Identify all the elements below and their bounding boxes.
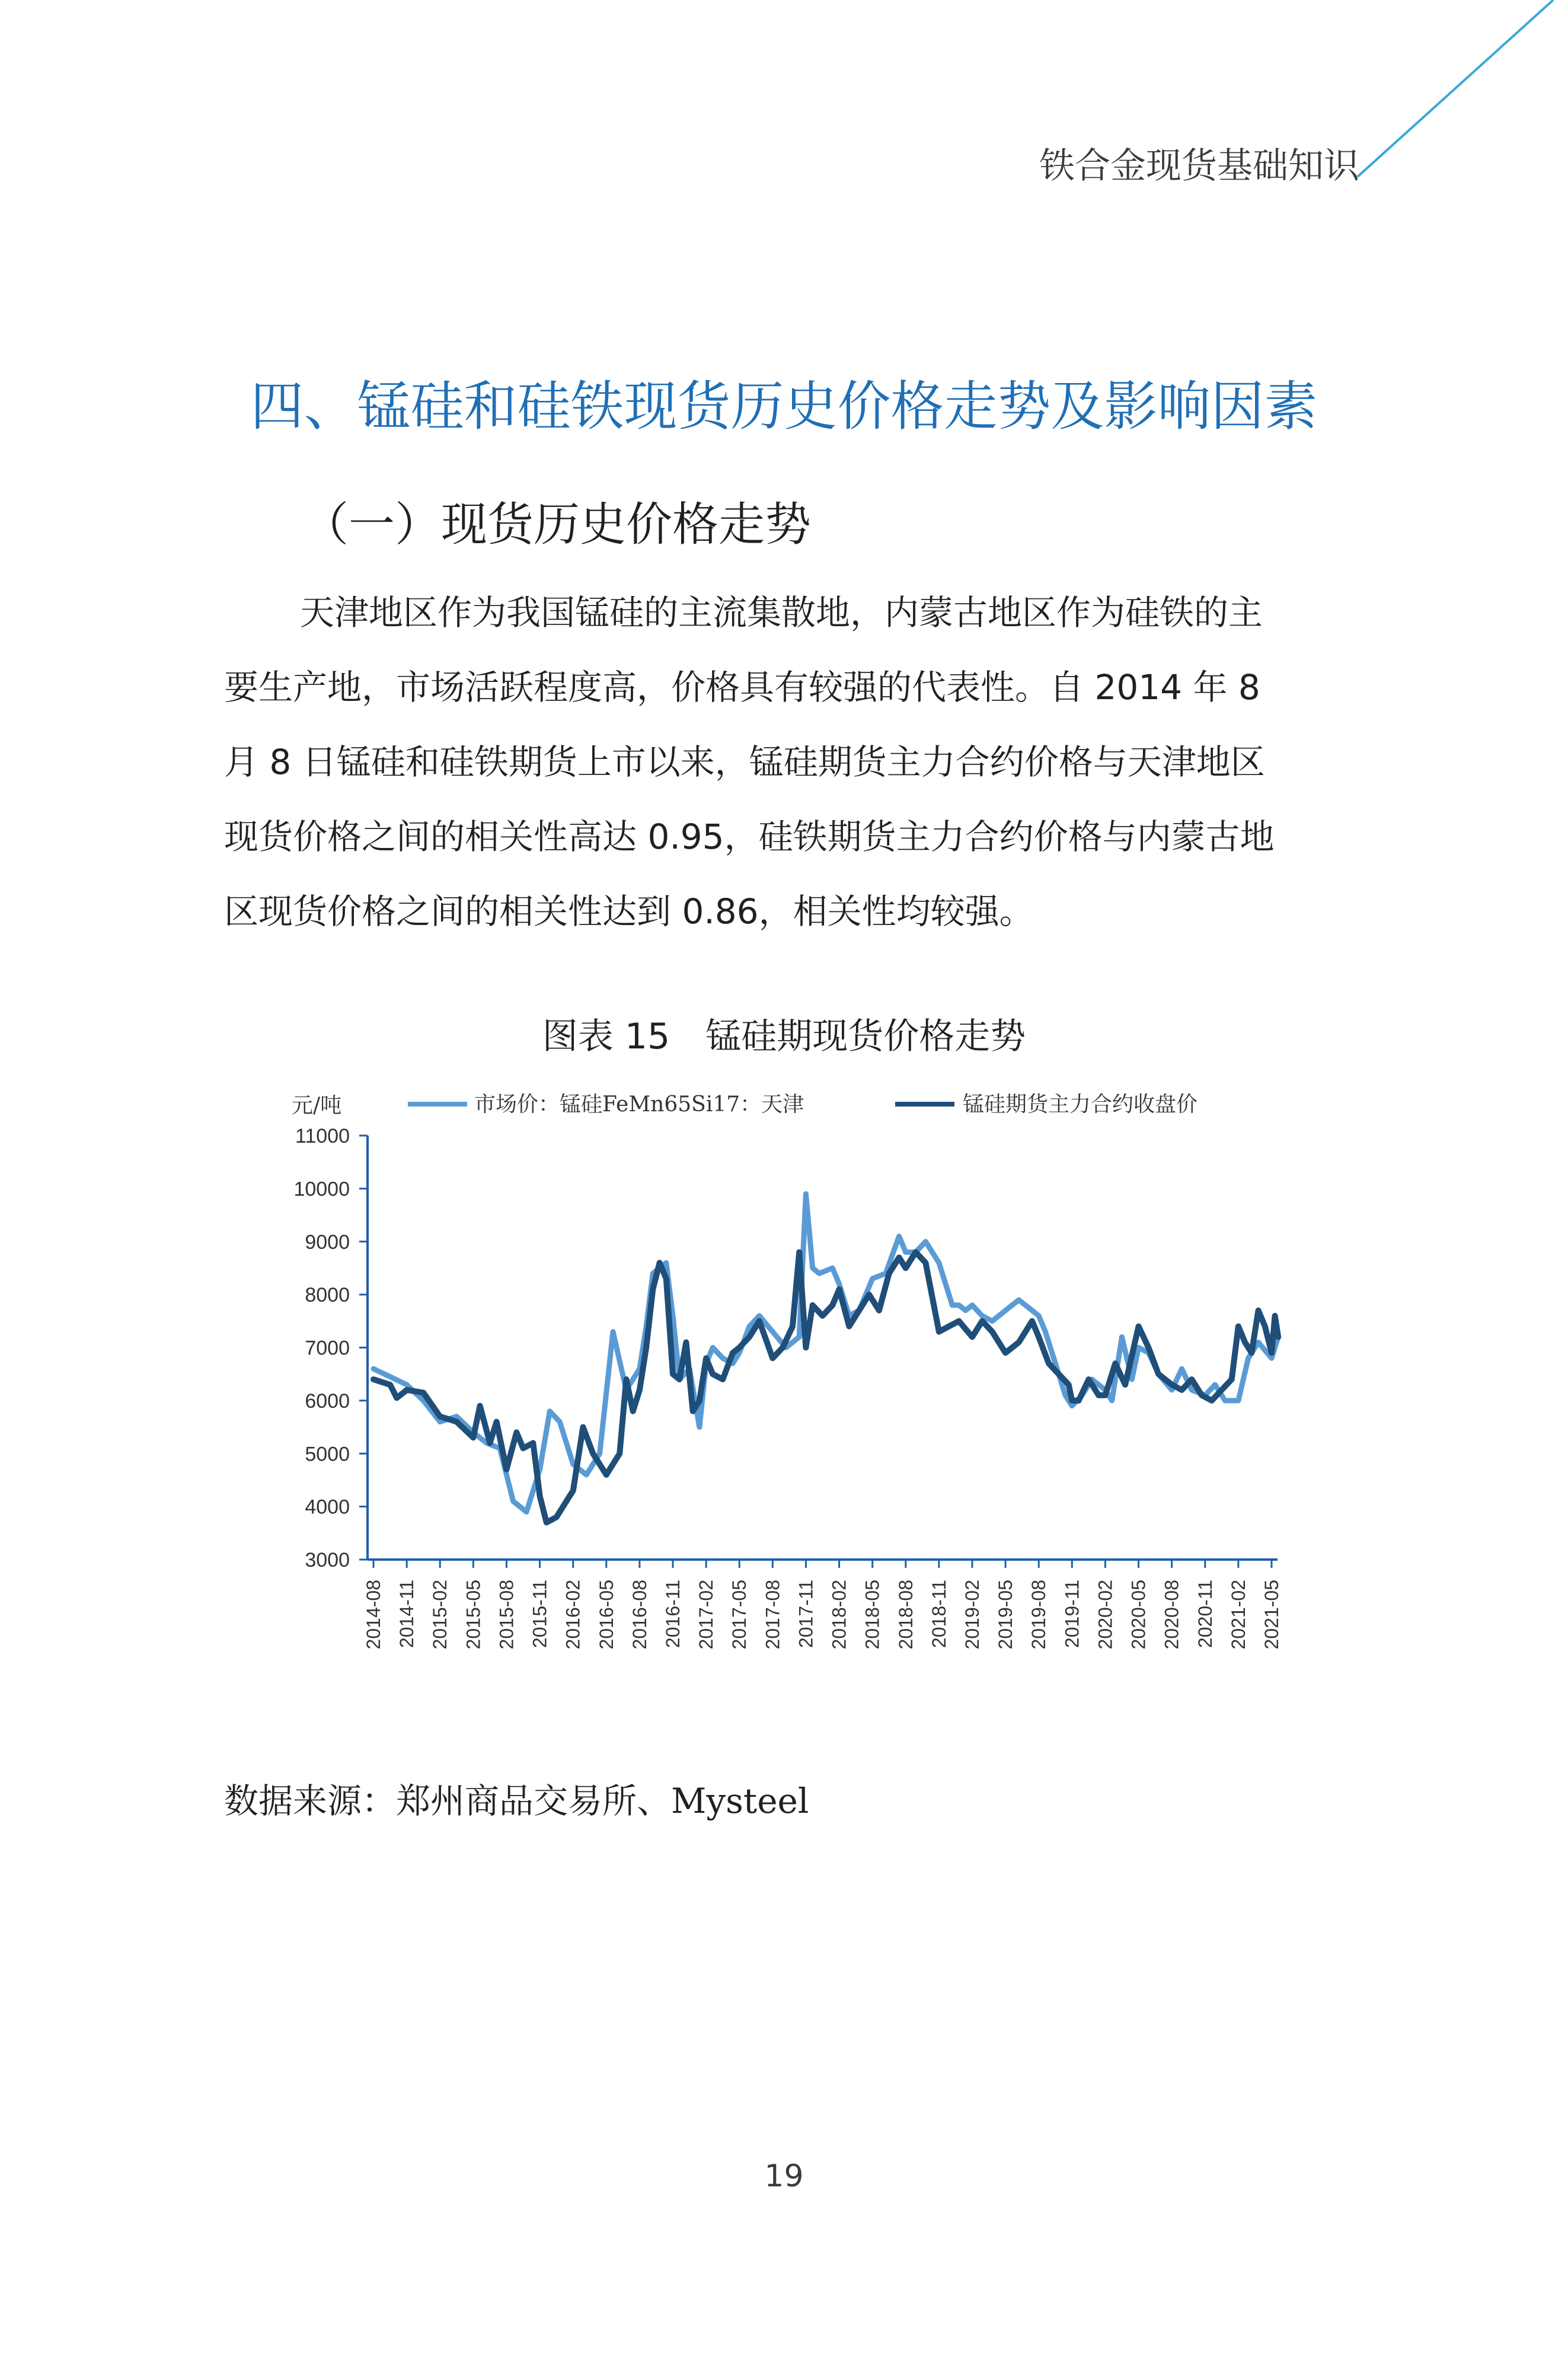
x-tick-label: 2017-02 <box>695 1580 717 1650</box>
paragraph-line-3: 月 8 日锰硅和硅铁期货上市以来，锰硅期货主力合约价格与天津地区 <box>224 742 1265 782</box>
x-tick-label: 2015-08 <box>496 1580 518 1650</box>
y-tick-label: 10000 <box>293 1178 350 1201</box>
y-axis-unit-label: 元/吨 <box>292 1093 342 1118</box>
y-tick-label: 5000 <box>305 1443 350 1466</box>
x-tick-label: 2020-05 <box>1128 1580 1149 1650</box>
y-tick-label: 3000 <box>305 1549 350 1571</box>
page-number: 19 <box>764 2158 804 2194</box>
x-tick-label: 2020-08 <box>1161 1580 1183 1650</box>
x-tick-label: 2017-05 <box>729 1580 751 1650</box>
sub-section-title: （一）现货历史价格走势 <box>302 498 812 551</box>
paragraph-line-4: 现货价格之间的相关性高达 0.95，硅铁期货主力合约价格与内蒙古地 <box>224 817 1275 857</box>
y-tick-label: 7000 <box>305 1337 350 1360</box>
x-tick-label: 2021-05 <box>1261 1580 1282 1650</box>
legend-label-spot: 市场价：锰硅FeMn65Si17：天津 <box>474 1092 804 1117</box>
x-tick-label: 2014-08 <box>363 1580 384 1650</box>
x-tick-label: 2016-08 <box>628 1580 650 1650</box>
series-layer <box>373 1194 1278 1522</box>
x-tick-label: 2016-11 <box>662 1580 684 1649</box>
x-tick-label: 2017-08 <box>762 1580 784 1650</box>
section-title: 四、锰硅和硅铁现货历史价格走势及影响因素 <box>250 375 1318 438</box>
data-source-note: 数据来源：郑州商品交易所、Mysteel <box>224 1781 809 1821</box>
y-tick-label: 6000 <box>305 1389 350 1413</box>
x-tick-label: 2019-02 <box>962 1580 983 1650</box>
paragraph-line-1: 天津地区作为我国锰硅的主流集散地，内蒙古地区作为硅铁的主 <box>300 592 1263 633</box>
x-tick-label: 2021-02 <box>1227 1580 1249 1650</box>
paragraph-line-5: 区现货价格之间的相关性达到 0.86，相关性均较强。 <box>224 891 1034 932</box>
x-tick-label: 2020-11 <box>1194 1580 1216 1649</box>
running-header-title: 铁合金现货基础知识 <box>1039 145 1359 187</box>
x-tick-label: 2020-02 <box>1094 1580 1116 1650</box>
x-tick-label: 2016-02 <box>562 1580 584 1650</box>
x-tick-label: 2018-11 <box>928 1580 950 1649</box>
figure-caption: 图表 15 锰硅期现货价格走势 <box>542 1016 1026 1057</box>
x-tick-label: 2018-08 <box>895 1580 916 1650</box>
paragraph-line-2: 要生产地，市场活跃程度高，价格具有较强的代表性。自 2014 年 8 <box>224 667 1260 707</box>
x-tick-label: 2016-05 <box>595 1580 617 1650</box>
x-tick-label: 2018-05 <box>861 1580 883 1650</box>
y-tick-label: 4000 <box>305 1496 350 1519</box>
y-tick-label: 11000 <box>295 1125 350 1147</box>
price-trend-line-chart <box>273 1067 1316 1696</box>
x-tick-label: 2017-11 <box>795 1580 817 1649</box>
x-tick-label: 2019-11 <box>1061 1580 1083 1649</box>
chart-legend <box>408 1092 1197 1117</box>
x-tick-label: 2015-11 <box>529 1580 551 1649</box>
x-tick-label: 2018-02 <box>828 1580 850 1650</box>
x-tick-label: 2019-05 <box>995 1580 1017 1650</box>
x-tick-label: 2015-02 <box>429 1580 451 1650</box>
y-tick-label: 8000 <box>305 1284 350 1307</box>
legend-label-futures: 锰硅期货主力合约收盘价 <box>963 1092 1198 1117</box>
y-tick-label: 9000 <box>305 1230 350 1254</box>
x-tick-label: 2015-05 <box>462 1580 484 1650</box>
x-tick-label: 2019-08 <box>1028 1580 1050 1650</box>
y-axis <box>293 1125 368 1571</box>
x-axis <box>363 1560 1282 1649</box>
x-tick-label: 2014-11 <box>396 1580 418 1649</box>
